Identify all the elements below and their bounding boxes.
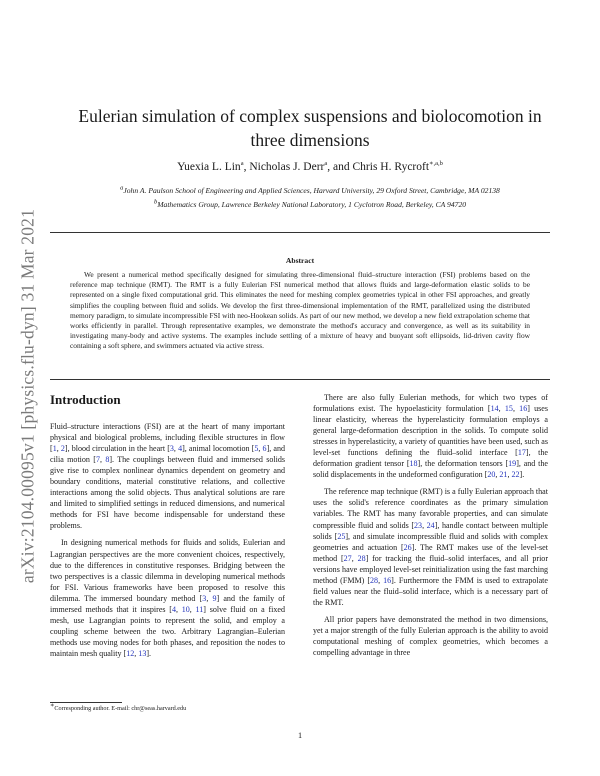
paragraph-text: ], blood circulation in the heart [	[64, 444, 170, 454]
citation-link[interactable]: 28	[370, 575, 379, 585]
right-column	[313, 392, 548, 664]
paragraph-text: ] and the family of immersed methods that it inspires [	[50, 593, 285, 614]
citation-link[interactable]: 5	[254, 444, 259, 454]
paragraph-text: ,	[512, 404, 520, 414]
paragraph-text: The reference map technique (RMT) is a fully Eulerian approach that uses the solid's reference coordinates as the primary simulation variables. The RMT has many favorable properties, and can simulate compressible fluid and solids [	[313, 487, 548, 530]
citation-link[interactable]: 18	[409, 459, 418, 469]
citation-link[interactable]: 7	[95, 455, 100, 465]
citation-link[interactable]: 23	[414, 520, 423, 530]
paragraph-text: ], the deformation tensors [	[417, 459, 509, 469]
paragraph-text: ,	[206, 593, 213, 603]
paragraph-text: ]. The couplings between fluid and immersed solids give rise to complex nonlinear dynamics dependent on geometry and boundary conditions, material constitutive relations, and collective interactions among the solid objects. Thus analytical solutions are rare and limited to simplified settings in reduced dimensions, and numerical methods for FSI have become indispensable for understand these problems.	[50, 455, 285, 531]
abstract-top-rule	[50, 232, 550, 233]
citation-link[interactable]: 2	[60, 444, 65, 454]
paragraph-text: ,	[507, 470, 512, 480]
citation-link[interactable]: 6	[262, 444, 267, 454]
paragraph-text: ], and simulate incompressible fluid and solids with complex geometries and actuation [	[313, 531, 548, 552]
intro-paragraph-2	[50, 537, 285, 659]
left-column	[50, 392, 285, 665]
author-affiliation-marker: ∗,a,b	[429, 160, 443, 168]
paragraph-text: ,	[422, 520, 427, 530]
paragraph-text: All prior papers have demonstrated the method in two dimensions, yet a major strength of the fully Eulerian approach is the ability to avoid computational meshing of complex geometries, which becomes a compelling advantage in three	[313, 614, 548, 658]
paragraph-text: ] for tracking the fluid–solid interfaces, and all prior versions have employed level-set reinitialization using the fast marching method (FMM) [	[313, 553, 549, 585]
paragraph-text: ,	[99, 455, 106, 465]
author-name: Chris H. Rycroft	[352, 161, 430, 173]
citation-link[interactable]: 27	[343, 553, 352, 563]
paragraph-text: ,	[189, 604, 196, 614]
author-affiliation-marker: a	[324, 160, 328, 168]
citation-link[interactable]: 21	[499, 470, 508, 480]
citation-link[interactable]: 15	[504, 404, 513, 414]
paragraph-text: ,	[378, 575, 384, 585]
paragraph-text: There are also fully Eulerian methods, for which two types of formulations exist. The hypoelasticity formulation [	[313, 393, 548, 414]
paragraph-text: ,	[134, 648, 139, 658]
author-name: Nicholas J. Derr	[249, 161, 325, 173]
citation-link[interactable]: 19	[508, 459, 517, 469]
affiliation-marker: a	[120, 184, 124, 192]
paragraph-text: ], the deformation gradient tensor [	[313, 448, 548, 469]
paragraph-text: ] uses linear elasticity, whereas the hyperelasticity formulation employs a general large-deformation description in the solids. To compute solid stresses in hyperelasticity, a variety of quantities have been used, such as level-set functions defining the fluid–solid interface [	[313, 404, 548, 458]
paragraph-text: ,	[351, 553, 358, 563]
citation-link[interactable]: 14	[490, 404, 499, 414]
paragraph-text: ]. Furthermore the FMM is used to extrapolate field values near the fluid–solid interface, which is a necessary part of the RMT.	[313, 575, 548, 607]
paragraph-text: ,	[56, 444, 61, 454]
citation-link[interactable]: 16	[519, 404, 528, 414]
citation-link[interactable]: 17	[517, 448, 526, 458]
author-name: Yuexia L. Lin	[177, 161, 241, 173]
citation-link[interactable]: 13	[138, 648, 147, 658]
author-affiliation-marker: a	[240, 160, 244, 168]
paragraph-text: ,	[495, 470, 500, 480]
affiliation-marker: b	[153, 198, 158, 206]
citation-link[interactable]: 24	[426, 520, 435, 530]
citation-link[interactable]: 26	[403, 542, 412, 552]
paper-title: Eulerian simulation of complex suspensions and biolocomotion in three dimensions	[78, 106, 542, 150]
affiliation-a	[60, 186, 560, 195]
author-list	[70, 161, 550, 173]
affiliation-b	[60, 200, 560, 209]
paragraph-text: ].	[519, 470, 525, 480]
citation-link[interactable]: 16	[383, 575, 392, 585]
abstract-heading: Abstract	[285, 256, 315, 265]
affiliation-text: John A. Paulson School of Engineering and Applied Sciences, Harvard University, 29 Oxford Street, Cambridge, MA 02138	[123, 186, 500, 195]
paragraph-text: ]. The RMT makes use of the level-set method [	[313, 542, 548, 563]
citation-link[interactable]: 4	[171, 604, 176, 614]
intro-paragraph-3	[313, 392, 548, 480]
paragraph-text: ], handle contact between multiple solids [	[313, 520, 548, 541]
citation-link[interactable]: 3	[202, 593, 207, 603]
paragraph-text: ,	[498, 404, 505, 414]
paragraph-text: ], and the solid displacements in the undeformed configuration [	[313, 459, 548, 480]
paragraph-text: ,	[175, 604, 182, 614]
citation-link[interactable]: 25	[337, 531, 346, 541]
citation-link[interactable]: 4	[178, 444, 183, 454]
citation-link[interactable]: 11	[195, 604, 204, 614]
footnote-text: Corresponding author. E-mail: chr@seas.harvard.edu	[54, 705, 187, 712]
paragraph-text: ,	[258, 444, 263, 454]
paragraph-text: ].	[146, 648, 152, 658]
citation-link[interactable]: 10	[181, 604, 190, 614]
abstract-bottom-rule	[50, 379, 550, 380]
citation-link[interactable]: 20	[487, 470, 496, 480]
paragraph-text: ], and cilia motion [	[50, 444, 286, 465]
corresponding-author-footnote	[50, 701, 187, 713]
citation-link[interactable]: 1	[52, 444, 57, 454]
citation-link[interactable]: 9	[212, 593, 217, 603]
arxiv-identifier-text: arXiv:2104.00095v1 [physics.flu-dyn] 31 Mar 2021	[17, 208, 38, 584]
citation-link[interactable]: 12	[126, 648, 135, 658]
footnote-rule	[50, 702, 122, 703]
citation-link[interactable]: 8	[105, 455, 110, 465]
author-separator: ,	[243, 161, 250, 173]
arxiv-identifier-stamp	[8, 176, 48, 616]
intro-paragraph-5	[313, 614, 548, 658]
citation-link[interactable]: 22	[511, 470, 520, 480]
citation-link[interactable]: 3	[169, 444, 174, 454]
paragraph-text: ], animal locomotion [	[182, 444, 255, 454]
page-number: 1	[297, 731, 303, 740]
paragraph-text: In designing numerical methods for fluids and solids, Eulerian and Lagrangian perspectives are the more convenient choices, respectively, due to the differences in constitutive responses. Bridging between the two perspectives is a classic dilemma in developing numerical methods for FSI. Various frameworks have been proposed to resolve this dilemma. The immersed boundary method [	[50, 538, 285, 603]
paragraph-text: Fluid–structure interactions (FSI) are at the heart of many important physical and biological problems, including flexible structures in flow [	[50, 422, 285, 454]
affiliation-text: Mathematics Group, Lawrence Berkeley National Laboratory, 1 Cyclotron Road, Berkeley, CA 94720	[157, 200, 467, 209]
paragraph-text: ,	[173, 444, 179, 454]
footnote-marker: ∗	[50, 701, 55, 709]
paragraph-text: ] solve fluid on a fixed mesh, use Lagrangian points to represent the solid, and employ a coupling scheme between the two. Arbitrary Lagrangian–Eulerian methods use moving nodes for both phases, and reposition the nodes to maintain mesh quality [	[50, 604, 285, 658]
intro-paragraph-1	[50, 421, 285, 531]
citation-link[interactable]: 28	[357, 553, 366, 563]
section-heading-introduction: Introduction	[50, 392, 121, 407]
intro-paragraph-4	[313, 486, 548, 608]
author-separator: , and	[327, 161, 353, 173]
abstract-text: We present a numerical method specifically designed for simulating three-dimensional fluid–structure interaction (FSI) problems based on the reference map technique (RMT). The RMT is a fully Eulerian FSI numerical method that allows fluids and large-deformation elastic solids to be represented on a single fixed computational grid. This eliminates the need for meshing complex geometries typical in other FSI approaches, and greatly simplifies the coupling between fluid and solids. We develop the first three-dimensional implementation of the RMT, parallelized using the distributed memory paradigm, to simulate incompressible FSI with neo-Hookean solids. As part of our new method, we develop a new field extrapolation scheme that works efficiently in parallel. Through representative examples, we demonstrate the method's accuracy and convergence, as well as its suitability in investigating many-body and active systems. The examples include settling of a mixture of heavy and buoyant soft ellipsoids, lid-driven cavity flow containing a soft sphere, and swimmers actuated via active stress.	[70, 270, 530, 351]
